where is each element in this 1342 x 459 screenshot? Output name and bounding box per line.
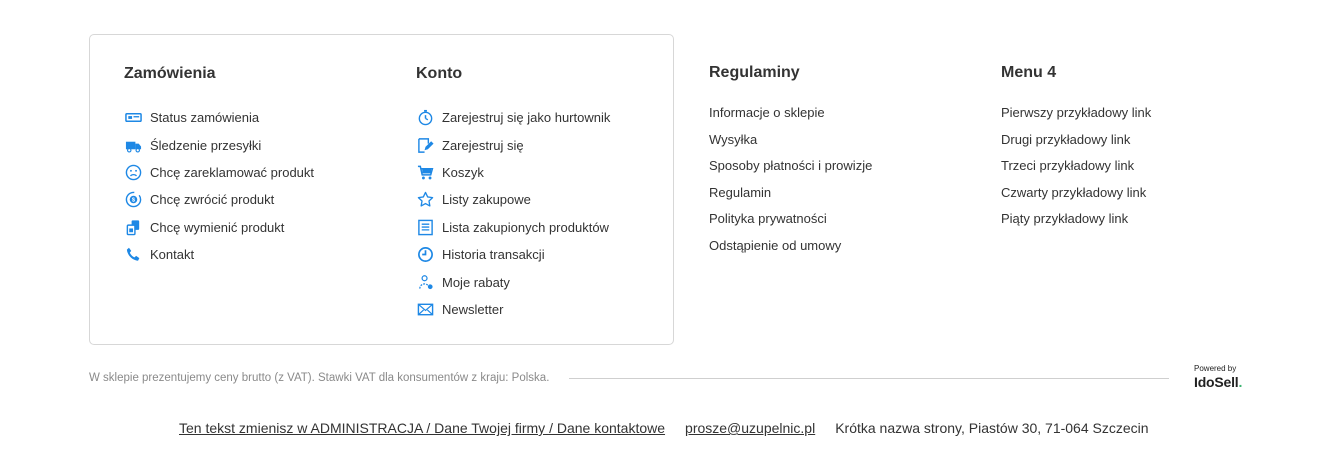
menu4-link-label[interactable]: Trzeci przykładowy link	[1001, 158, 1135, 174]
orders-column	[124, 64, 314, 268]
powered-by-badge[interactable]	[1194, 364, 1258, 392]
account-item-label: Historia transakcji	[442, 247, 545, 263]
vat-note-row	[89, 370, 1169, 386]
idosell-logo	[1194, 374, 1258, 390]
star-icon	[416, 191, 434, 209]
exchange-icon	[124, 218, 142, 236]
rules-link-label[interactable]: Regulamin	[709, 184, 772, 200]
account-item-label: Zarejestruj się	[442, 137, 524, 153]
orders-item-exchange[interactable]	[124, 214, 314, 241]
menu4-link-label[interactable]: Pierwszy przykładowy link	[1001, 105, 1152, 120]
orders-item-label: Chcę wymienić produkt	[150, 219, 285, 235]
orders-list	[124, 104, 314, 268]
account-item-newsletter[interactable]	[416, 296, 610, 323]
shop-address: Krótka nazwa strony, Piastów 30, 71-064 Szczecin	[835, 420, 1149, 436]
discount-icon	[416, 273, 434, 291]
menu4-link[interactable]	[1001, 209, 1151, 236]
menu4-link-label[interactable]: Drugi przykładowy link	[1001, 131, 1131, 147]
divider	[569, 378, 1169, 379]
orders-item-status[interactable]	[124, 104, 314, 131]
menu4-title: Menu 4	[1001, 64, 1057, 81]
account-item-label: Listy zakupowe	[442, 192, 531, 208]
orders-item-tracking[interactable]	[124, 131, 314, 158]
orders-item-label: Chcę zwrócić produkt	[150, 192, 275, 208]
orders-item-contact[interactable]	[124, 241, 314, 268]
account-item-label: Moje rabaty	[442, 274, 510, 290]
menu4-list	[1001, 103, 1151, 236]
svg-text:$: $	[131, 198, 135, 205]
idosell-logo-dot: .	[1238, 374, 1243, 390]
stopwatch-icon	[416, 109, 434, 127]
orders-item-return[interactable]	[124, 186, 314, 213]
rules-link[interactable]	[709, 103, 872, 130]
rules-link[interactable]	[709, 236, 872, 263]
orders-item-label: Chcę zareklamować produkt	[150, 164, 315, 180]
menu4-link[interactable]	[1001, 156, 1151, 183]
rules-link[interactable]	[709, 209, 872, 236]
rules-link[interactable]	[709, 156, 872, 183]
orders-title: Zamówienia	[124, 65, 216, 82]
account-title: Konto	[416, 65, 463, 82]
idosell-logo-text: IdoSell	[1194, 374, 1239, 390]
rules-link-label[interactable]: Sposoby płatności i prowizje	[709, 158, 873, 174]
account-item-register[interactable]	[416, 131, 610, 158]
rules-title: Regulaminy	[709, 64, 800, 81]
menu4-link[interactable]	[1001, 103, 1151, 130]
rules-link-label[interactable]: Polityka prywatności	[709, 211, 827, 227]
menu4-link-label[interactable]: Piąty przykładowy link	[1001, 211, 1129, 227]
account-item-label: Koszyk	[442, 164, 484, 180]
phone-icon	[124, 246, 142, 264]
orders-item-label: Kontakt	[150, 247, 195, 263]
order-status-icon	[124, 109, 142, 127]
envelope-icon	[416, 300, 434, 318]
truck-icon	[124, 136, 142, 154]
sad-face-icon	[124, 163, 142, 181]
rules-column	[709, 63, 872, 263]
orders-item-label: Status zamówienia	[150, 110, 260, 126]
account-item-cart[interactable]	[416, 159, 610, 186]
contact-row	[179, 419, 1149, 437]
account-item-wholesale[interactable]	[416, 104, 610, 131]
orders-item-complaint[interactable]	[124, 159, 314, 186]
rules-link-label[interactable]: Wysyłka	[709, 131, 758, 147]
powered-by-label: Powered by	[1194, 364, 1237, 373]
rules-link-label[interactable]: Informacje o sklepie	[709, 105, 825, 120]
account-item-purchased[interactable]	[416, 214, 610, 241]
clock-icon	[416, 246, 434, 264]
account-item-label: Zarejestruj się jako hurtownik	[442, 110, 611, 126]
rules-link-label[interactable]: Odstąpienie od umowy	[709, 237, 842, 253]
account-list	[416, 104, 610, 323]
account-column	[416, 64, 610, 323]
account-item-shopping-lists[interactable]	[416, 186, 610, 213]
menu4-column	[1001, 63, 1151, 236]
menu4-link-label[interactable]: Czwarty przykładowy link	[1001, 184, 1147, 200]
admin-contact-link[interactable]: Ten tekst zmienisz w ADMINISTRACJA / Dane Twojej firmy / Dane kontaktowe	[179, 420, 666, 436]
account-item-history[interactable]	[416, 241, 610, 268]
account-item-discounts[interactable]	[416, 268, 610, 295]
rules-link[interactable]	[709, 130, 872, 157]
menu4-link[interactable]	[1001, 130, 1151, 157]
money-return-icon	[124, 191, 142, 209]
list-icon	[416, 218, 434, 236]
account-item-label: Newsletter	[442, 301, 504, 317]
rules-list	[709, 103, 872, 263]
vat-note: W sklepie prezentujemy ceny brutto (z VAT). Stawki VAT dla konsumentów z kraju: Polska.	[89, 372, 550, 384]
cart-icon	[416, 163, 434, 181]
orders-item-label: Śledzenie przesyłki	[150, 137, 262, 153]
account-item-label: Lista zakupionych produktów	[442, 219, 609, 235]
rules-link[interactable]	[709, 183, 872, 210]
register-edit-icon	[416, 136, 434, 154]
menu4-link[interactable]	[1001, 183, 1151, 210]
email-link[interactable]: prosze@uzupelnic.pl	[685, 420, 816, 436]
